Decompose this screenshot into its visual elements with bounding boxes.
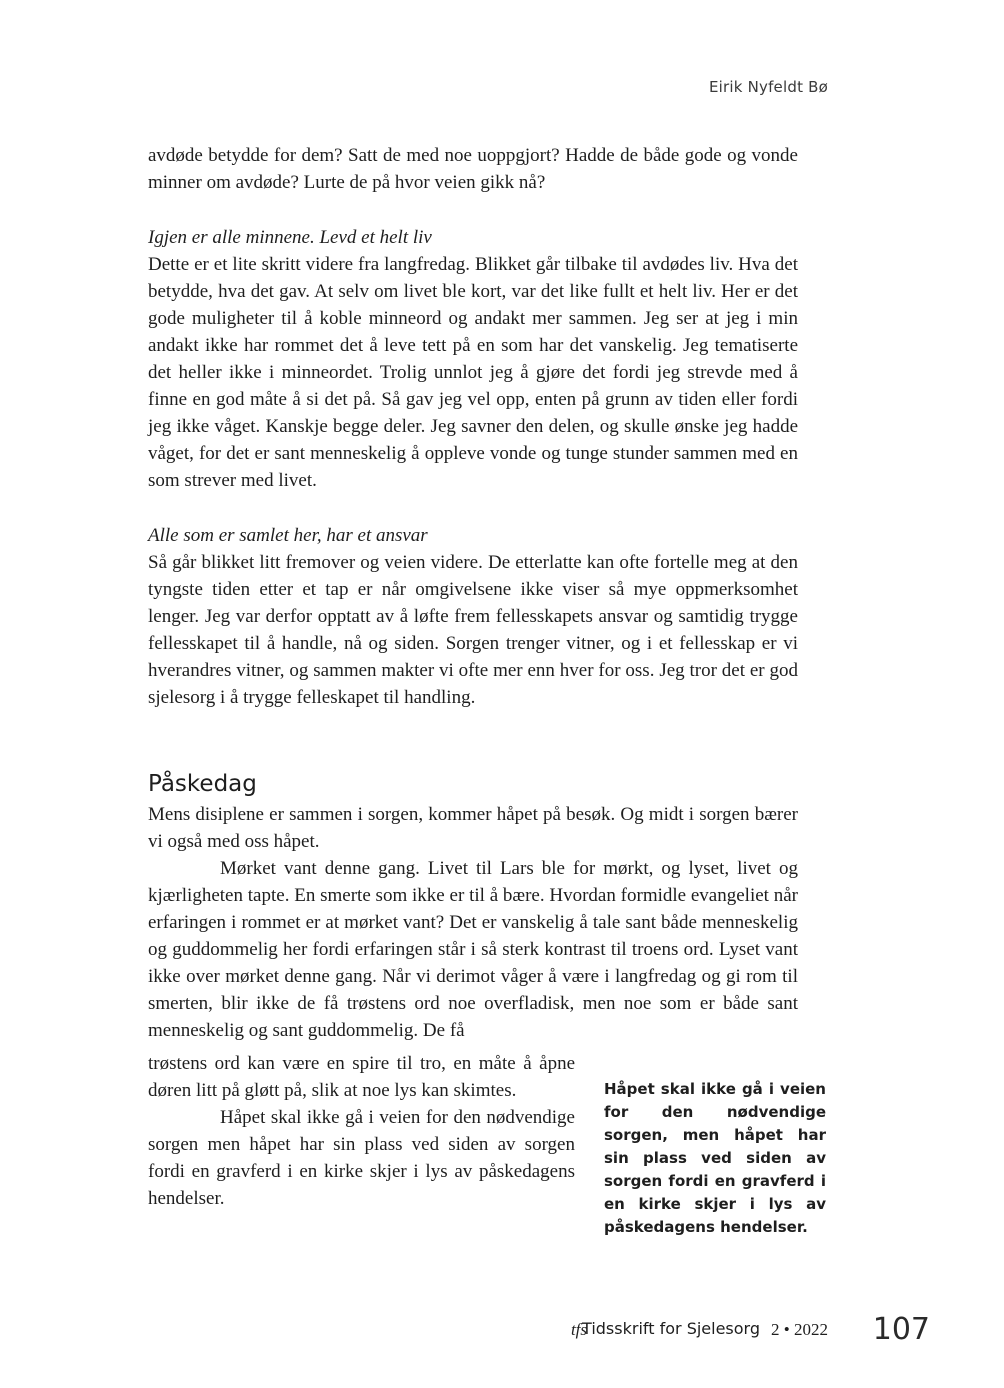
subheading-ansvar: Alle som er samlet her, har et ansvar bbox=[148, 525, 428, 546]
paragraph-5: Mørket vant denne gang. Livet til Lars ble for mørkt, og lyset, livet og kjærligheten tapte. En smerte som ikke er til å bære. Hvordan formidle evangeliet når erfaringen i rommet er at mørket vant? Det er vanskelig å tale sant både menneskelig og guddommelig her fordi erfaringen står i så sterk kontrast til troens ord. Lyset vant ikke over mørket denne gang. Når vi derimot våger å være i langfredag og gi rom til smerten, blir ikke de få trøstens ord noe overfladisk, men noe som er både sant menneskelig og sant guddommelig. De få bbox=[148, 858, 798, 1041]
body-text bbox=[148, 142, 798, 1044]
paragraph-4: Mens disiplene er sammen i sorgen, kommer håpet på besøk. Og midt i sorgen bærer vi også med oss håpet. bbox=[148, 804, 798, 852]
paragraph-6: Håpet skal ikke gå i veien for den nødvendige sorgen men håpet har sin plass ved siden av sorgen fordi en gravferd i en kirke skjer i lys av påskedagens hendelser. bbox=[148, 1107, 575, 1209]
paragraph-5-continued: trøstens ord kan være en spire til tro, en måte å åpne døren litt på gløtt på, slik at noe lys kan skimtes. bbox=[148, 1053, 575, 1101]
section-heading-paskedag: Påskedag bbox=[148, 771, 257, 797]
journal-name: Tidsskrift for Sjelesorg bbox=[582, 1319, 760, 1338]
running-head-author: Eirik Nyfeldt Bø bbox=[708, 78, 828, 96]
pull-quote: Håpet skal ikke gå i veien for den nødvendige sorgen, men håpet har sin plass ved siden av sorgen fordi en gravferd i en kirke skjer i lys av påskedagens hendelser. bbox=[604, 1080, 826, 1236]
page-number: 107 bbox=[872, 1312, 930, 1347]
page-footer bbox=[0, 1312, 1004, 1347]
paragraph-2: Dette er et lite skritt videre fra langfredag. Blikket går tilbake til avdødes liv. Hva det betydde, hva det gav. At selv om livet ble kort, var det like fullt et helt liv. Her er det gode muligheter til å koble minneord og andakt mer sammen. Jeg ser at jeg i min andakt ikke har rommet det å leve tett på en som har det vanskelig. Jeg tematiserte det heller ikke i minneordet. Trolig unnlot jeg å gjøre det fordi jeg strevde med å finne en god måte å si det på. Så gav jeg vel opp, enten på grunn av tiden eller fordi jeg ikke våget. Kanskje begge deler. Jeg savner den delen, og skulle ønske jeg hadde våget, for det er sant menneskelig å oppleve vonde og tunge stunder sammen med en som strever med livet. bbox=[148, 254, 798, 491]
journal-abbreviation: tfs bbox=[570, 1320, 587, 1339]
subheading-minnene: Igjen er alle minnene. Levd et helt liv bbox=[148, 227, 432, 248]
paragraph-1: avdøde betydde for dem? Satt de med noe uoppgjort? Hadde de både gode og vonde minner om avdøde? Lurte de på hvor veien gikk nå? bbox=[148, 145, 798, 193]
narrow-text-column bbox=[148, 1050, 575, 1212]
issue-number: 2 • 2022 bbox=[771, 1320, 828, 1339]
paragraph-3: Så går blikket litt fremover og veien videre. De etterlatte kan ofte fortelle meg at den tyngste tiden etter et tap er når omgivelsene ikke viser så mye oppmerksomhet lenger. Jeg var derfor opptatt av å løfte frem fellesskapets ansvar og samtidig trygge fellesskapet til å handle, nå og siden. Sorgen trenger vitner, og i et fellesskap er vi hverandres vitner, og sammen makter vi ofte mer enn hver for oss. Jeg tror det er god sjelesorg i å trygge felleskapet til handling. bbox=[148, 552, 798, 708]
